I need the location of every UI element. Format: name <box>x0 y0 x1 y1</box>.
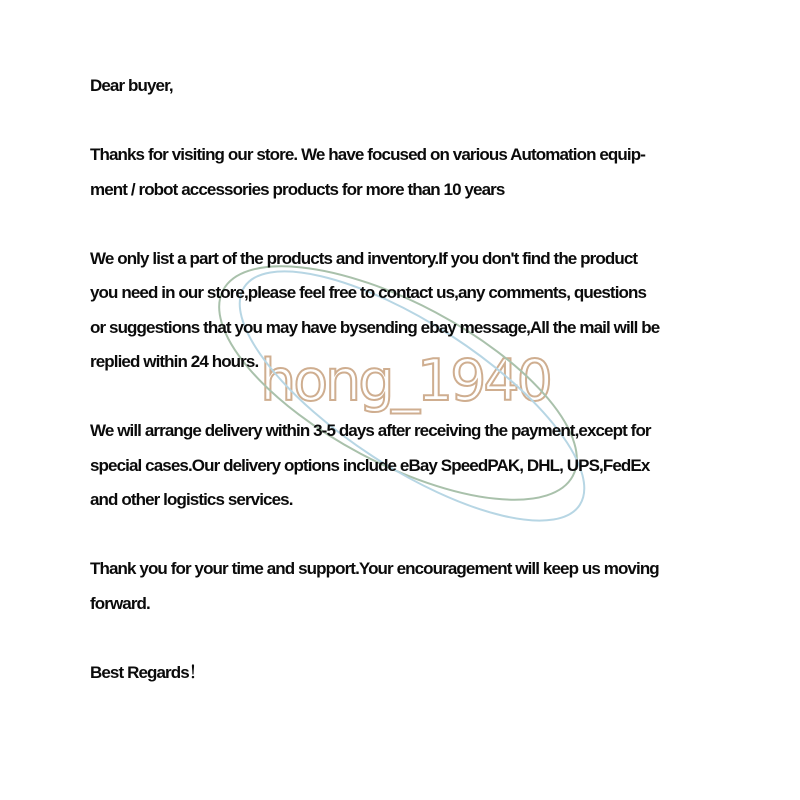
letter-line: Thanks for visiting our store. We have focused on various Automation equip- <box>90 145 645 164</box>
letter-line: you need in our store,please feel free to contact us,any comments, questions <box>90 283 647 302</box>
paragraph-intro <box>90 138 659 207</box>
letter-line: ment / robot accessories products for more than 10 years <box>90 179 505 199</box>
paragraph-contact <box>90 242 659 380</box>
paragraph-signoff <box>90 656 659 691</box>
letter-line: special cases.Our delivery options include eBay SpeedPAK, DHL, UPS,FedEx <box>90 455 650 475</box>
letter-line: We will arrange delivery within 3-5 days after receiving the payment,except for <box>90 421 651 440</box>
letter-line: and other logistics services. <box>90 490 293 509</box>
letter-line: Thank you for your time and support.Your encouragement will keep us moving <box>90 559 659 578</box>
paragraph-thanks <box>90 552 659 621</box>
letter-body <box>90 69 659 725</box>
paragraph-greeting <box>90 69 659 104</box>
letter-line: replied within 24 hours. <box>90 352 259 371</box>
letter-line: forward. <box>90 593 150 613</box>
paragraph-delivery <box>90 414 659 518</box>
letter-line: We only list a part of the products and inventory.If you don't find the product <box>90 248 638 268</box>
letter-line: Best Regards！ <box>90 662 205 682</box>
watermark-text: hong_1940 <box>260 348 550 414</box>
letter-line: Dear buyer, <box>90 76 173 95</box>
letter-line: or suggestions that you may have bysending ebay message,All the mail will be <box>90 317 660 337</box>
